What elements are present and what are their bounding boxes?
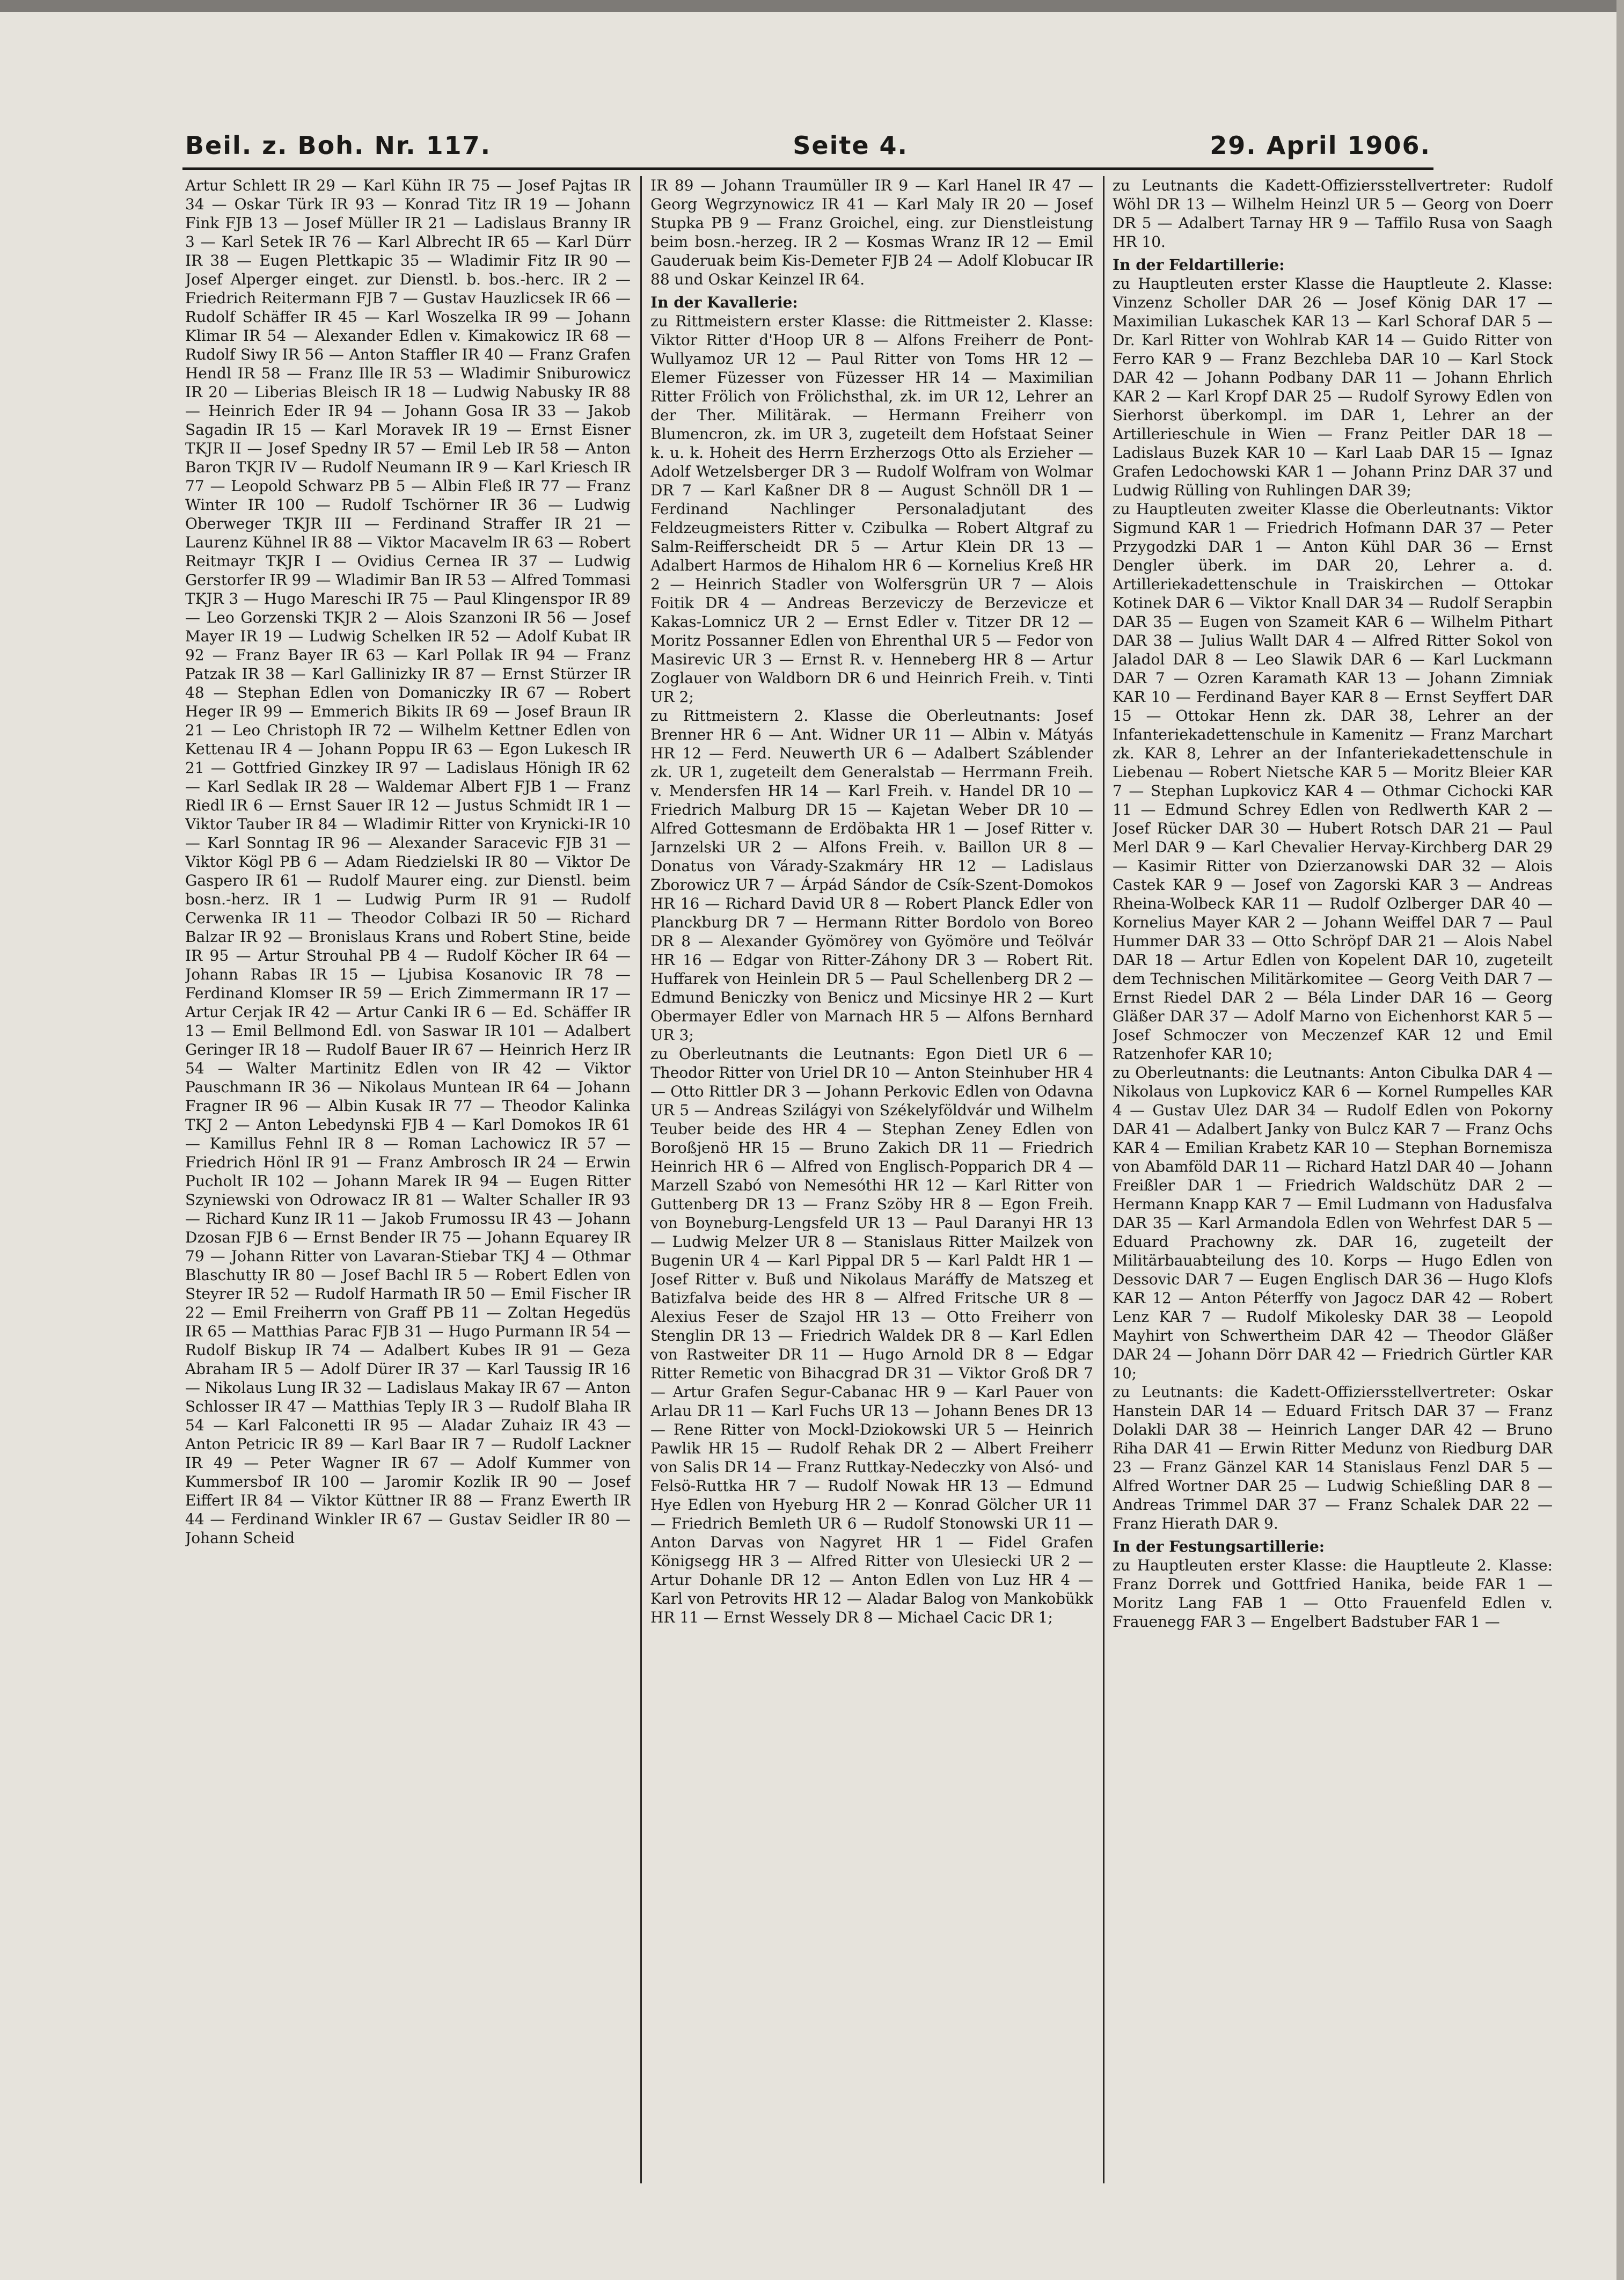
column-3 (1113, 176, 1553, 2183)
section-heading-festungsartillerie: In der Festungsartillerie: (1113, 1538, 1325, 1555)
column-divider (1103, 176, 1104, 2183)
column-3-text: zu Hauptleuten zweiter Klasse die Oberleutnants: Viktor Sigmund KAR 1 — Friedrich Hofmann DAR 37 — Peter Przygodzki DAR 1 — Anton Kühl DAR 36 — Ernst Dengler überk. im DAR 20, Lehrer a. d. Artilleriekadettenschule in Traiskirchen — Ottokar Kotinek DAR 6 — Viktor Knall DAR 34 — Rudolf Serapbin DAR 35 — Eugen von Szameit KAR 6 — Wilhelm Pithart DAR 38 — Julius Wallt DAR 4 — Alfred Ritter Sokol von Jaladol DAR 8 — Leo Slawik DAR 6 — Karl Luckmann DAR 7 — Ozren Karamath KAR 13 — Johann Zimniak KAR 10 — Ferdinand Bayer KAR 8 — Ernst Seyffert DAR 15 — Ottokar Henn zk. DAR 38, Lehrer an der Infanteriekadettenschule in Kamenitz — Franz Marchart zk. KAR 8, Lehrer an der Infanteriekadettenschule in Liebenau — Robert Nietsche KAR 5 — Moritz Bleier KAR 7 — Stephan Lupkovicz KAR 4 — Othmar Cichocki KAR 11 — Edmund Schrey Edlen von Redlwerth KAR 2 — Josef Rücker DAR 30 — Hubert Rotsch DAR 21 — Paul Merl DAR 9 — Karl Chevalier Hervay-Kirchberg DAR 29 — Kasimir Ritter von Dzierzanowski DAR 32 — Alois Castek KAR 9 — Josef von Zagorski KAR 3 — Andreas Rheina-Wolbeck KAR 11 — Rudolf Ozlberger DAR 40 — Kornelius Mayer KAR 2 — Johann Weiffel DAR 7 — Paul Hummer DAR 33 — Otto Schröpf DAR 21 — Alois Nabel DAR 18 — Artur Edlen von Kopelent DAR 10, zugeteilt dem Technischen Militärkomitee — Georg Veith DAR 7 — Ernst Riedel DAR 2 — Béla Linder DAR 16 — Georg Gläßer DAR 37 — Adolf Marno von Eichenhorst KAR 5 — Josef Schmoczer von Meczenzef KAR 12 und Emil Ratzenhofer KAR 10; (1113, 500, 1553, 1063)
scan-edge-top (0, 0, 1624, 12)
column-2-text: IR 89 — Johann Traumüller IR 9 — Karl Hanel IR 47 — Georg Wegrzynowicz IR 41 — Karl Maly IR 20 — Josef Stupka PB 9 — Franz Groichel, eing. zur Dienstleistung beim bosn.-herzeg. IR 2 — Kosmas Wranz IR 12 — Emil Gauderuak beim Kis-Demeter FJB 24 — Adolf Klobucar IR 88 und Oskar Keinzel IR 64. (650, 177, 1093, 288)
header-page-number: Seite 4. (793, 131, 909, 160)
column-3-text: zu Leutnants die Kadett-Offiziersstellvertreter: Rudolf Wöhl DR 13 — Wilhelm Heinzl UR 5 — Georg von Doerr DR 5 — Adalbert Tarnay HR 9 — Taffilo Rusa von Saagh HR 10. (1113, 177, 1553, 251)
header-rule (182, 167, 1433, 170)
scan-edge-right (1616, 0, 1624, 2280)
column-2-text: zu Oberleutnants die Leutnants: Egon Dietl UR 6 — Theodor Ritter von Uriel DR 10 — Anton Steinhuber HR 4 — Otto Rittler DR 3 — Johann Perkovic Edlen von Odavna UR 5 — Andreas Szilágyi von Székelyföldvár und Wilhelm Teuber beide des HR 4 — Stephan Zeney Edlen von Boroßjenö HR 15 — Bruno Zakich DR 11 — Friedrich Heinrich HR 6 — Alfred von Englisch-Popparich DR 4 — Marzell Szabó von Nemesóthi HR 12 — Karl Ritter von Guttenberg DR 13 — Franz Szöby HR 8 — Egon Freih. von Boyneburg-Lengsfeld UR 13 — Paul Daranyi HR 13 — Ludwig Melzer UR 8 — Stanislaus Ritter Mailzek von Bugenin UR 4 — Karl Pippal DR 5 — Karl Paldt HR 1 — Josef Ritter v. Buß und Nikolaus Maráffy de Matszeg et Batizfalva beide des HR 8 — Alfred Fritsche UR 8 — Alexius Feser de Szajol HR 13 — Otto Freiherr von Stenglin DR 13 — Friedrich Waldek DR 8 — Karl Edlen von Rastweiter DR 11 — Hugo Arnold DR 8 — Edgar Ritter Remetic von Bihacgrad DR 31 — Viktor Groß DR 7 — Artur Grafen Segur-Cabanac HR 9 — Karl Pauer von Arlau DR 11 — Karl Fuchs UR 13 — Johann Benes DR 13 — Rene Ritter von Mockl-Dziokowski UR 5 — Heinrich Pawlik HR 15 — Rudolf Rehak DR 2 — Albert Freiherr von Salis DR 14 — Franz Ruttkay-Nedeczky von Alsó- und Felsö-Ruttka HR 7 — Rudolf Nowak HR 13 — Edmund Hye Edlen von Hyeburg HR 2 — Konrad Gölcher UR 11 — Friedrich Bemleth UR 6 — Rudolf Stonowski UR 11 — Anton Darvas von Nagyret HR 1 — Fidel Grafen Königsegg HR 3 — Alfred Ritter von Ulesiecki UR 2 — Artur Dohanle DR 12 — Anton Edlen von Luz HR 4 — Karl von Petrovits HR 12 — Aladar Balog von Mankobükk HR 11 — Ernst Wessely DR 8 — Michael Cacic DR 1; (650, 1045, 1093, 1626)
column-2-text: zu Rittmeistern 2. Klasse die Oberleutnants: Josef Brenner HR 6 — Ant. Widner UR 11 — Albin v. Mátyás HR 12 — Ferd. Neuwerth UR 6 — Adalbert Száblender zk. UR 1, zugeteilt dem Generalstab — Herrmann Freih. v. Mendersfen HR 14 — Karl Freih. v. Handel DR 10 — Friedrich Malburg DR 15 — Kajetan Weber DR 10 — Alfred Gottesmann de Erdöbakta HR 1 — Josef Ritter v. Jarnzelski UR 2 — Alfons Freih. v. Baillon UR 8 — Donatus von Várady-Szakmáry HR 12 — Ladislaus Zborowicz UR 7 — Árpád Sándor de Csík-Szent-Domokos HR 16 — Richard David UR 8 — Robert Planck Edler von Planckburg DR 7 — Hermann Ritter Bordolo von Boreo DR 8 — Alexander Gyömörey von Gyömöre und Teölvár HR 16 — Edgar von Ritter-Záhony DR 3 — Robert Rit. Huffarek von Heinlein DR 5 — Paul Schellenberg DR 2 — Edmund Beniczky von Benicz und Micsinye HR 2 — Kurt Obermayer Edler von Marnach HR 5 — Alfons Bernhard UR 3; (650, 707, 1093, 1044)
column-2-text: zu Rittmeistern erster Klasse: die Rittmeister 2. Klasse: Viktor Ritter d'Hoop UR 8 — Alfons Freiherr de Pont-Wullyamoz UR 12 — Paul Ritter von Toms HR 12 — Elemer Füzesser von Füzesser HR 14 — Maximilian Ritter Frölich von Frölichsthal, zk. im UR 12, Lehrer an der Ther. Militärak. — Hermann Freiherr von Blumencron, zk. im UR 3, zugeteilt dem Hofstaat Seiner k. u. k. Hoheit des Herrn Erzherzogs Otto als Erzieher — Adolf Wetzelsberger DR 3 — Rudolf Wolfram von Wolmar DR 7 — Karl Kaßner DR 8 — August Schnöll DR 1 — Ferdinand Nachlinger Personaladjutant des Feldzeugmeisters Ritter v. Czibulka — Robert Altgraf zu Salm-Reifferscheidt DR 5 — Artur Klein DR 13 — Adalbert Harmos de Hihalom HR 6 — Kornelius Kreß HR 2 — Heinrich Stadler von Wolfersgrün UR 7 — Alois Foitik DR 4 — Andreas Berzeviczy de Berzevicze et Kakas-Lomnicz UR 2 — Ernst Edler v. Titzer DR 12 — Moritz Possanner Edlen von Ehrenthal UR 5 — Fedor von Masirevic UR 3 — Ernst R. v. Henneberg HR 8 — Artur Zoglauer von Waldborn DR 6 und Heinrich Freih. v. Tinti UR 2; (650, 312, 1093, 706)
column-2 (650, 176, 1093, 2183)
header-date: 29. April 1906. (1210, 131, 1431, 160)
running-header (185, 127, 1431, 164)
column-1-text: Artur Schlett IR 29 — Karl Kühn IR 75 — Josef Pajtas IR 34 — Oskar Türk IR 93 — Konrad Titz IR 19 — Johann Fink FJB 13 — Josef Müller IR 21 — Ladislaus Branny IR 3 — Karl Setek IR 76 — Karl Albrecht IR 65 — Karl Dürr IR 38 — Eugen Plettkapic 35 — Wladimir Fitz IR 90 — Josef Alperger einget. zur Dienstl. b. bos.-herc. IR 2 — Friedrich Reitermann FJB 7 — Gustav Hauzlicsek IR 66 — Rudolf Schäffer IR 45 — Karl Woszelka IR 99 — Johann Klimar IR 54 — Alexander Edlen v. Kimakowicz IR 68 — Rudolf Siwy IR 56 — Anton Staffler IR 40 — Franz Grafen Hendl IR 58 — Franz Ille IR 53 — Wladimir Sniburowicz IR 20 — Liberias Bleisch IR 18 — Ludwig Nabusky IR 88 — Heinrich Eder IR 94 — Johann Gosa IR 33 — Jakob Sagadin IR 15 — Karl Moravek IR 19 — Ernst Eisner TKJR II — Josef Spedny IR 57 — Emil Leb IR 58 — Anton Baron TKJR IV — Rudolf Neumann IR 9 — Karl Kriesch IR 77 — Leopold Schwarz PB 5 — Albin Fleß IR 77 — Franz Winter IR 100 — Rudolf Tschörner IR 36 — Ludwig Oberweger TKJR III — Ferdinand Straffer IR 21 — Laurenz Kühnel IR 88 — Viktor Macavelm IR 63 — Robert Reitmayr TKJR I — Ovidius Cernea IR 37 — Ludwig Gerstorfer IR 99 — Wladimir Ban IR 53 — Alfred Tommasi TKJR 3 — Hugo Mareschi IR 75 — Paul Klingenspor IR 89 — Leo Gorzenski TKJR 2 — Alois Szanzoni IR 56 — Josef Mayer IR 19 — Ludwig Schelken IR 52 — Adolf Kubat IR 92 — Franz Bayer IR 63 — Karl Pollak IR 94 — Franz Patzak IR 38 — Karl Gallinizky IR 87 — Ernst Stürzer IR 48 — Stephan Edlen von Domaniczky IR 67 — Robert Heger IR 99 — Emmerich Bikits IR 69 — Josef Braun IR 21 — Leo Christoph IR 72 — Wilhelm Kettner Edlen von Kettenau IR 4 — Johann Poppu IR 63 — Egon Lukesch IR 21 — Gottfried Ginzkey IR 97 — Ladislaus Hönigh IR 62 — Karl Sedlak IR 28 — Waldemar Albert FJB 1 — Franz Riedl IR 6 — Ernst Sauer IR 12 — Justus Schmidt IR 1 — Viktor Tauber IR 84 — Wladimir Ritter von Krynicki-IR 10 — Karl Sonntag IR 96 — Alexander Saracevic FJB 31 — Viktor Kögl PB 6 — Adam Riedzielski IR 80 — Viktor De Gaspero IR 61 — Rudolf Maurer eing. zur Dienstl. beim bosn.-herz. IR 1 — Ludwig Purm IR 91 — Rudolf Cerwenka IR 11 — Theodor Colbazi IR 50 — Richard Balzar IR 92 — Bronislaus Krans und Robert Stine, beide IR 95 — Artur Strouhal PB 4 — Rudolf Köcher IR 64 — Johann Rabas IR 15 — Ljubisa Kosanovic IR 78 — Ferdinand Klomser IR 59 — Erich Zimmermann IR 17 — Artur Cerjak IR 42 — Artur Canki IR 6 — Ed. Schäffer IR 13 — Emil Bellmond Edl. von Saswar IR 101 — Adalbert Geringer IR 18 — Rudolf Bauer IR 67 — Heinrich Herz IR 54 — Walter Martinitz Edlen von IR 42 — Viktor Pauschmann IR 36 — Nikolaus Muntean IR 64 — Johann Fragner IR 96 — Albin Kusak IR 77 — Theodor Kalinka TKJ 2 — Anton Lebedynski FJB 4 — Karl Domokos IR 61 — Kamillus Fehnl IR 8 — Roman Lachowicz IR 57 — Friedrich Hönl IR 91 — Franz Ambrosch IR 24 — Erwin Pucholt IR 102 — Johann Marek IR 94 — Eugen Ritter Szyniewski von Odrowacz IR 81 — Walter Schaller IR 93 — Richard Kunz IR 11 — Jakob Frumossu IR 43 — Johann Dzosan FJB 6 — Ernst Bender IR 75 — Johann Equarey IR 79 — Johann Ritter von Lavaran-Stiebar TKJ 4 — Othmar Blaschutty IR 80 — Josef Bachl IR 5 — Robert Edlen von Steyrer IR 52 — Rudolf Harmath IR 50 — Emil Fischer IR 22 — Emil Freiherrn von Graff PB 11 — Zoltan Hegedüs IR 65 — Matthias Parac FJB 31 — Hugo Purmann IR 54 — Rudolf Biskup IR 74 — Adalbert Kubes IR 91 — Geza Abraham IR 5 — Adolf Dürer IR 37 — Karl Taussig IR 16 — Nikolaus Lung IR 32 — Ladislaus Makay IR 67 — Anton Schlosser IR 47 — Matthias Teply IR 3 — Rudolf Blaha IR 54 — Karl Falconetti IR 95 — Aladar Zuhaiz IR 43 — Anton Petricic IR 89 — Karl Baar IR 7 — Rudolf Lackner IR 49 — Peter Wagner IR 67 — Adolf Kummer von Kummersbof IR 100 — Jaromir Kozlik IR 90 — Josef Eiffert IR 84 — Viktor Küttner IR 88 — Franz Ewerth IR 44 — Ferdinand Winkler IR 67 — Gustav Seidler IR 80 — Johann Scheid (185, 177, 631, 1547)
column-1 (185, 176, 631, 2183)
column-3-text: zu Hauptleuten erster Klasse: die Hauptleute 2. Klasse: Franz Dorrek und Gottfried Hanika, beide FAR 1 — Moritz Lang FAB 1 — Otto Frauenfeld Edlen v. Frauenegg FAR 3 — Engelbert Badstuber FAR 1 — (1113, 1556, 1553, 1631)
column-divider (640, 176, 642, 2183)
header-issue: Beil. z. Boh. Nr. 117. (185, 131, 492, 160)
section-heading-kavallerie: In der Kavallerie: (650, 294, 798, 311)
section-heading-feldartillerie: In der Feldartillerie: (1113, 256, 1285, 274)
column-3-text: zu Hauptleuten erster Klasse die Hauptleute 2. Klasse: Vinzenz Scholler DAR 26 — Josef König DAR 17 — Maximilian Lukaschek KAR 13 — Karl Schoraf DAR 5 — Dr. Karl Ritter von Wohlrab KAR 14 — Guido Ritter von Ferro KAR 9 — Franz Bezchleba DAR 10 — Karl Stock DAR 42 — Johann Podbany DAR 11 — Johann Ehrlich KAR 2 — Karl Kropf DAR 25 — Rudolf Syrowy Edlen von Sierhorst überkompl. im DAR 1, Lehrer an der Artillerieschule in Wien — Franz Peitler DAR 18 — Ladislaus Buzek KAR 10 — Karl Laab DAR 15 — Ignaz Grafen Ledochowski KAR 1 — Johann Prinz DAR 37 und Ludwig Rülling von Ruhlingen DAR 39; (1113, 275, 1553, 499)
column-3-text: zu Leutnants: die Kadett-Offiziersstellvertreter: Oskar Hanstein DAR 14 — Eduard Fritsch DAR 37 — Franz Dolakli DAR 38 — Heinrich Langer DAR 42 — Bruno Riha DAR 41 — Erwin Ritter Medunz von Riedburg DAR 23 — Franz Gänzel KAR 14 Stanislaus Fenzl DAR 5 — Alfred Wortner DAR 25 — Ludwig Schießling DAR 8 — Andreas Trimmel DAR 37 — Franz Schalek DAR 22 — Franz Hierath DAR 9. (1113, 1383, 1553, 1532)
column-3-text: zu Oberleutnants: die Leutnants: Anton Cibulka DAR 4 — Nikolaus von Lupkovicz KAR 6 — Kornel Rumpelles KAR 4 — Gustav Ulez DAR 34 — Rudolf Edlen von Pokorny DAR 41 — Adalbert Janky von Bulcz KAR 7 — Franz Ochs KAR 4 — Emilian Krabetz KAR 10 — Stephan Bornemisza von Abamföld DAR 11 — Richard Hatzl DAR 40 — Johann Freißler DAR 1 — Friedrich Waldschütz DAR 2 — Hermann Knapp KAR 7 — Emil Ludmann von Hadusfalva DAR 35 — Karl Armandola Edlen von Wehrfest DAR 5 — Eduard Prachowny zk. DAR 16, zugeteilt der Militärbauabteilung des 10. Korps — Hugo Edlen von Dessovic DAR 7 — Eugen Englisch DAR 36 — Hugo Klofs KAR 12 — Anton Péterffy von Jagocz DAR 42 — Robert Lenz KAR 7 — Rudolf Mikolesky DAR 38 — Leopold Mayhirt von Schwertheim DAR 42 — Theodor Gläßer DAR 24 — Johann Dörr DAR 42 — Friedrich Gürtler KAR 10; (1113, 1064, 1553, 1382)
